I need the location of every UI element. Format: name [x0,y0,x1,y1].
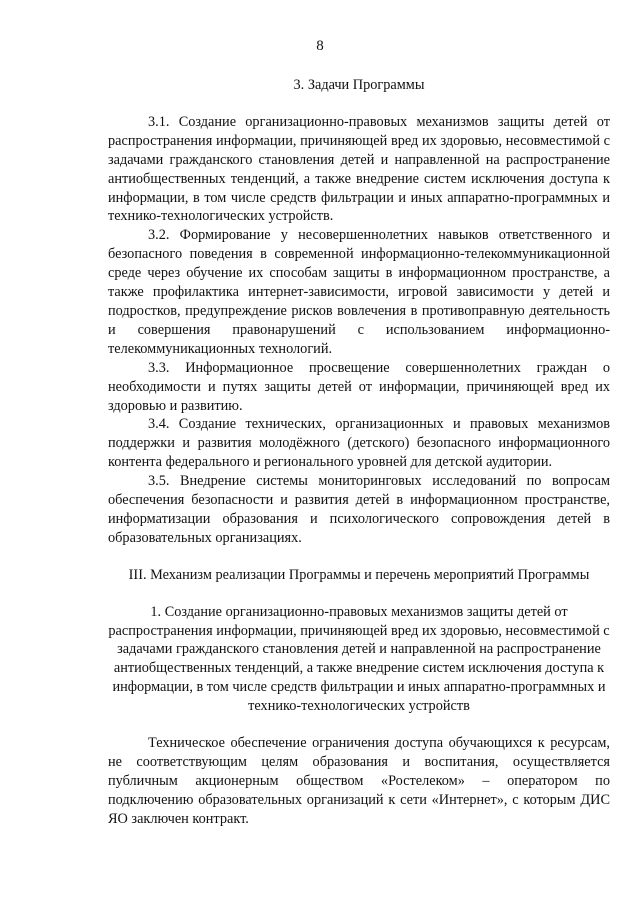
page-content [108,76,610,829]
paragraph-3-3: 3.3. Информационное просвещение совершеннолетних граждан о необходимости и путях защиты детей от информации, причиняющей вред их здоровью и развитию. [108,359,610,414]
paragraph-3-1: 3.1. Создание организационно-правовых механизмов защиты детей от распространения информации, причиняющей вред их здоровью, несовместимой с задачами гражданского становления детей и направленной на распространение антиобщественных тенденций, а также внедрение систем исключения доступа к информации, в том числе средств фильтрации и иных аппаратно-программных и технико-технологических устройств. [108,113,610,225]
subsection-heading-1: 1. Создание организационно-правовых механизмов защиты детей от распространения информации, причиняющей вред их здоровью, несовместимой с задачами гражданского становления детей и направленной на распространение антиобщественных тенденций, а также внедрение систем исключения доступа к информации, в том числе средств фильтрации и иных аппаратно-программных и технико-технологических устройств [108,603,610,715]
paragraph-technical-support: Техническое обеспечение ограничения доступа обучающихся к ресурсам, не соответствующим целям образования и воспитания, осуществляется публичным акционерным обществом «Ростелеком» – оператором по подключению образовательных организаций к сети «Интернет», с которым ДИС ЯО заключен контракт. [108,735,610,827]
section-heading-mechanism: III. Механизм реализации Программы и перечень мероприятий Программы [128,566,590,583]
paragraph-3-5: 3.5. Внедрение системы мониторинговых исследований по вопросам обеспечения безопасности и развития детей в информационном пространстве, информатизации образования и психологического сопровождения детей в образовательных организациях. [108,473,610,546]
page-number: 8 [316,38,324,54]
paragraph-3-2: 3.2. Формирование у несовершеннолетних навыков ответственного и безопасного поведения в современной информационно-телекоммуникационной среде через обучение их способам защиты в информационном пространстве, а также профилактика интернет-зависимости, игровой зависимости у детей и подростков, предупреждение рисков вовлечения в противоправную деятельность и совершения правонарушений с использованием информационно-телекоммуникационных технологий. [108,227,610,357]
section-heading-tasks: 3. Задачи Программы [293,77,425,93]
paragraph-3-4: 3.4. Создание технических, организационных и правовых механизмов поддержки и развития молодёжного (детского) безопасного информационного контента федерального и регионального уровней для детской аудитории. [108,416,610,471]
